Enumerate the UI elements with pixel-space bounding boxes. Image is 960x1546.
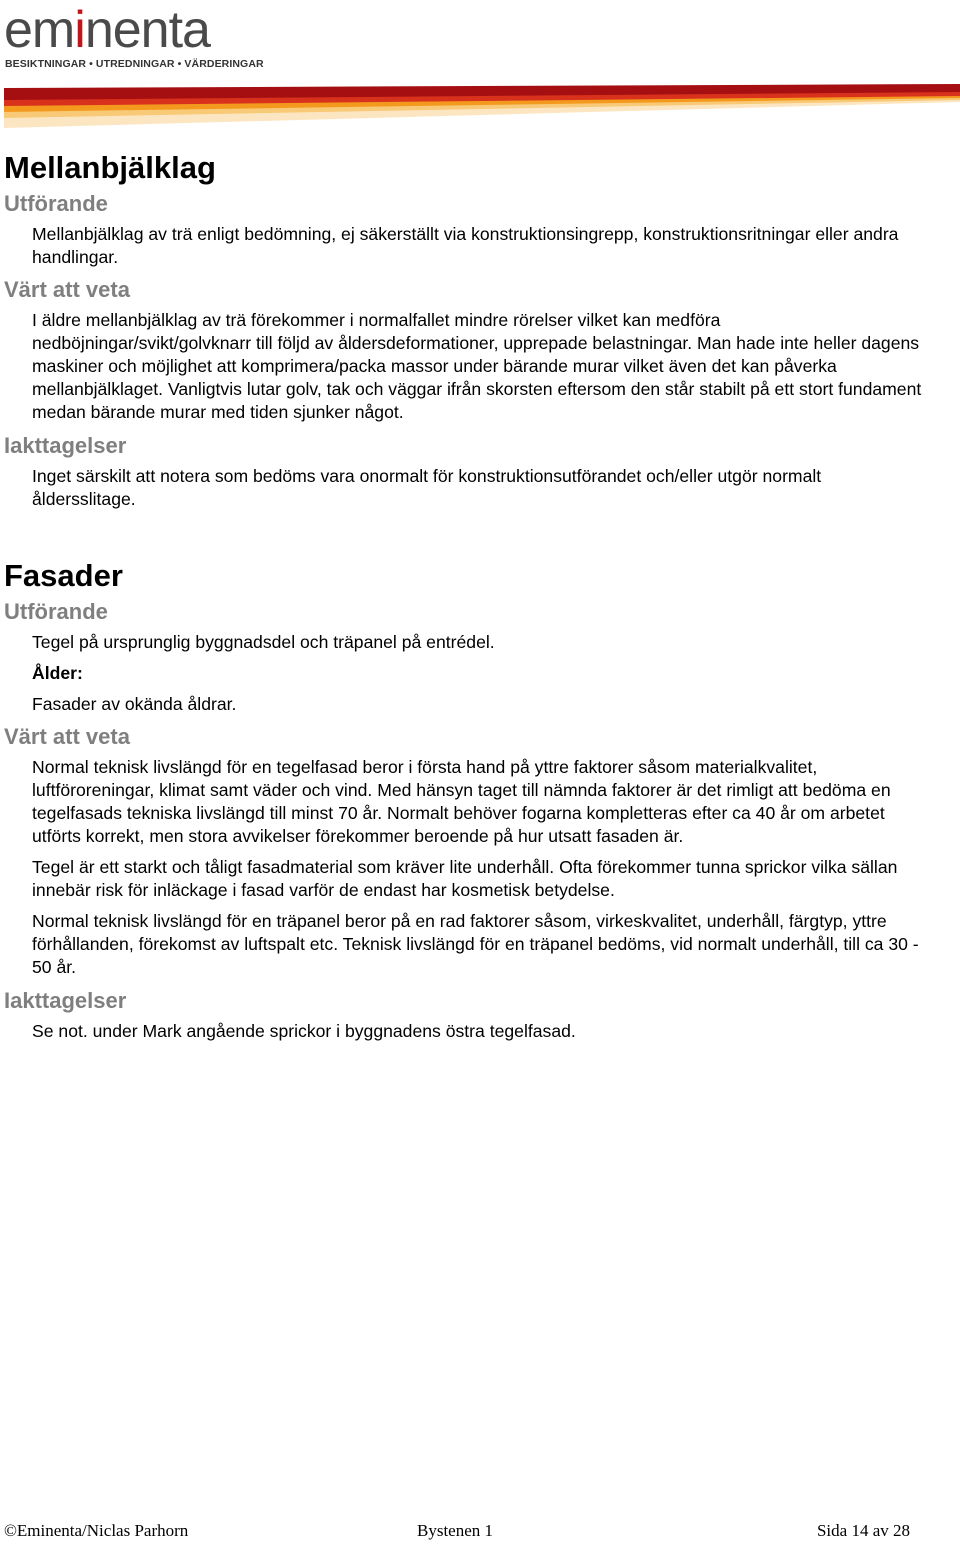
utforande-text: Mellanbjälklag av trä enligt bedömning, ej säkerställt via konstruktionsingrepp, konstruktionsritningar eller andra handlingar. — [32, 224, 899, 267]
logo-tagline: BESIKTNINGAR • UTREDNINGAR • VÄRDERINGAR — [5, 58, 264, 70]
section-mellanbjalklag — [4, 148, 924, 511]
section-title: Fasader — [4, 558, 123, 593]
vart-att-veta-text-3: Normal teknisk livslängd för en träpanel beror på en rad faktorer såsom, virkeskvalitet, underhåll, färgtyp, yttre förhållanden, förekomst av luftspalt etc. Teknisk livslängd för en träpanel bedöms, vid normalt underhåll, till ca 30 - 50 år. — [32, 911, 919, 977]
header-banner — [4, 84, 960, 128]
footer-property-name: Bystenen 1 — [417, 1521, 494, 1540]
alder-text: Fasader av okända åldrar. — [32, 694, 237, 714]
utforande-heading: Utförande — [4, 191, 108, 216]
logo-wordmark — [4, 2, 210, 58]
company-logo — [4, 1, 264, 74]
report-content — [4, 148, 924, 1043]
vart-att-veta-text-1: Normal teknisk livslängd för en tegelfasad beror i första hand på yttre faktorer såsom materialkvalitet, luftföroreningar, klimat samt väder och vind. Med hänsyn taget till nämnda faktorer är det rimligt att bedöma en tegelfasads tekniska livslängd till minst 70 år. Normalt behöver fogarna kompletteras efter ca 40 år om arbetet utförts korrekt, men stora avvikelser förekommer beroende på hur utsatt fasaden är. — [32, 757, 891, 846]
iakttagelser-text: Se not. under Mark angående sprickor i byggnadens östra tegelfasad. — [32, 1021, 576, 1041]
logo-prefix: em — [4, 1, 75, 59]
footer-copyright: ©Eminenta/Niclas Parhorn — [4, 1521, 189, 1540]
alder-label: Ålder: — [32, 663, 83, 683]
section-fasader — [4, 556, 924, 1043]
section-title: Mellanbjälklag — [4, 150, 216, 185]
logo-suffix: nenta — [84, 1, 210, 59]
iakttagelser-heading: Iakttagelser — [4, 988, 127, 1013]
page-footer — [4, 1521, 910, 1545]
vart-att-veta-text: I äldre mellanbjälklag av trä förekommer i normalfallet mindre rörelser vilket kan medföra nedböjningar/svikt/golvknarr till följd av åldersdeformationer, upprepade belastningar. Man hade inte heller dagens maskiner och möjlighet att komprimera/packa massor under bärande murar vilket även det kan påverka mellanbjälklaget. Vanligtvis lutar golv, tak och väggar ifrån skorsten eftersom den står stabilt på ett stort fundament medan bärande murar med tiden sjunker något. — [32, 310, 922, 422]
footer-page-number: Sida 14 av 28 — [816, 1521, 910, 1540]
logo-accent: i — [74, 1, 85, 59]
utforande-heading: Utförande — [4, 599, 108, 624]
vart-att-veta-text-2: Tegel är ett starkt och tåligt fasadmaterial som kräver lite underhåll. Ofta förekommer tunna sprickor vilka sällan innebär risk för inläckage i fasad varför de endast har kosmetisk betydelse. — [32, 857, 898, 900]
iakttagelser-heading: Iakttagelser — [4, 433, 127, 458]
utforande-text: Tegel på ursprunglig byggnadsdel och träpanel på entrédel. — [32, 632, 495, 652]
vart-att-veta-heading: Värt att veta — [4, 277, 130, 302]
vart-att-veta-heading: Värt att veta — [4, 724, 130, 749]
iakttagelser-text: Inget särskilt att notera som bedöms vara onormalt för konstruktionsutförandet och/eller utgör normalt åldersslitage. — [32, 466, 822, 509]
